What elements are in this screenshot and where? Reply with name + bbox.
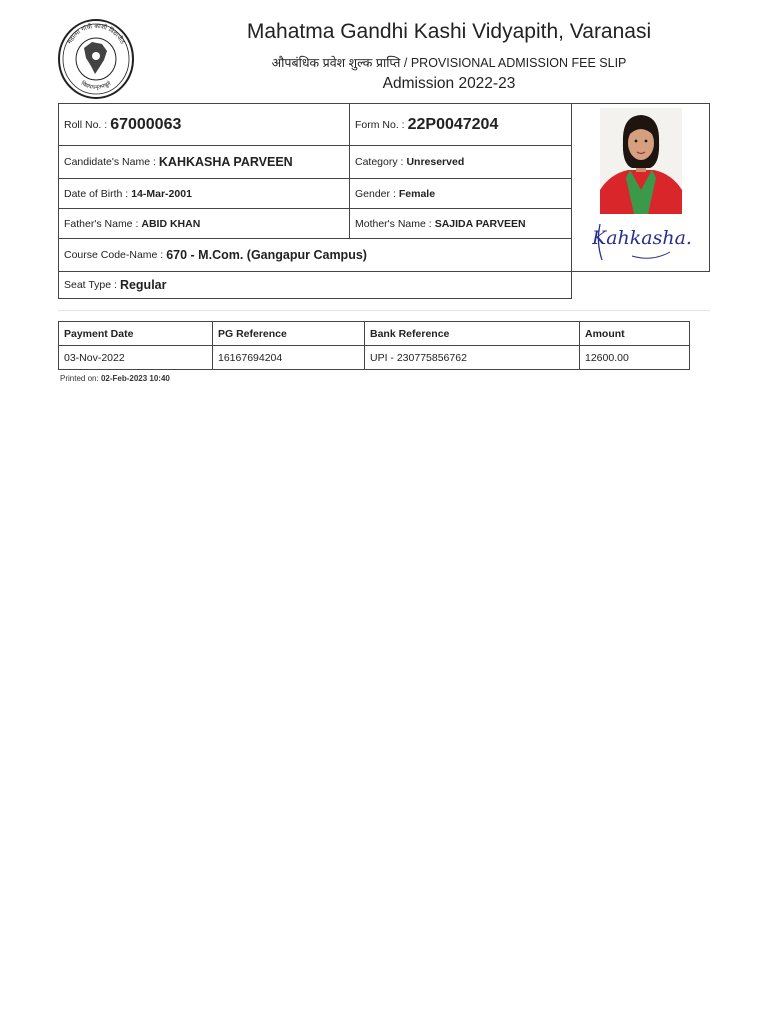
candidate-info-grid (58, 103, 710, 299)
father-name-cell (58, 208, 350, 239)
candidate-signature (592, 212, 692, 268)
seal-text-top: महात्मा गांधी काशी विद्यापीठ (66, 22, 126, 46)
course-cell (58, 238, 572, 272)
form-number-label: Form No. : (355, 118, 405, 131)
dob-label: Date of Birth : (64, 187, 129, 200)
printed-on-value: 02-Feb-2023 10:40 (100, 374, 170, 383)
amount-value: 12600.00 (580, 346, 690, 370)
mother-name-label: Mother's Name : (355, 217, 432, 230)
gender-value: Female (398, 187, 436, 200)
roll-number-cell (58, 103, 350, 146)
category-value: Unreserved (406, 156, 465, 168)
payment-table (58, 321, 690, 370)
candidate-photo (600, 108, 682, 214)
col-bank-reference: Bank Reference (365, 322, 580, 346)
slip-subtitle: औपबंधिक प्रवेश शुल्क प्राप्ति / PROVISIONAL ADMISSION FEE SLIP (271, 56, 627, 70)
photo-signature-cell (571, 103, 710, 272)
roll-number-label: Roll No. : (64, 118, 108, 131)
gender-label: Gender : (355, 187, 396, 200)
seal-text-bottom: विद्ययाऽमृतमश्नुते (79, 80, 113, 91)
category-cell (349, 145, 572, 179)
payment-date-value: 03-Nov-2022 (59, 346, 213, 370)
form-number-value: 22P0047204 (407, 115, 499, 133)
table-row (59, 346, 690, 370)
candidate-name-cell (58, 145, 350, 179)
candidate-name-value: KAHKASHA PARVEEN (158, 155, 293, 169)
university-seal-icon (57, 18, 135, 100)
printed-on (60, 374, 170, 383)
svg-text:विद्ययाऽमृतमश्नुते (80, 80, 113, 91)
printed-on-label: Printed on: (60, 374, 99, 383)
seat-type-value: Regular (119, 278, 167, 292)
col-payment-date: Payment Date (59, 322, 213, 346)
seat-type-cell (58, 271, 572, 299)
col-pg-reference: PG Reference (213, 322, 365, 346)
seat-type-label: Seat Type : (64, 279, 117, 291)
gender-cell (349, 178, 572, 209)
father-name-label: Father's Name : (64, 217, 139, 230)
dob-cell (58, 178, 350, 209)
father-name-value: ABID KHAN (141, 217, 201, 230)
payment-header-row (59, 322, 690, 346)
mother-name-value: SAJIDA PARVEEN (434, 217, 526, 230)
course-value: 670 - M.Com. (Gangapur Campus) (166, 248, 367, 262)
mother-name-cell (349, 208, 572, 239)
roll-number-value: 67000063 (110, 115, 182, 133)
course-label: Course Code-Name : (64, 249, 164, 261)
category-label: Category : (355, 156, 404, 168)
form-number-cell (349, 103, 572, 146)
dob-value: 14-Mar-2001 (131, 187, 192, 200)
col-amount: Amount (580, 322, 690, 346)
university-title: Mahatma Gandhi Kashi Vidyapith, Varanasi (246, 20, 652, 43)
candidate-name-label: Candidate's Name : (64, 156, 156, 168)
signature-text: Kahkasha. (592, 227, 692, 249)
bank-reference-value: UPI - 230775856762 (365, 346, 580, 370)
section-divider (58, 310, 710, 311)
admission-year: Admission 2022-23 (382, 75, 516, 92)
pg-reference-value: 16167694204 (213, 346, 365, 370)
